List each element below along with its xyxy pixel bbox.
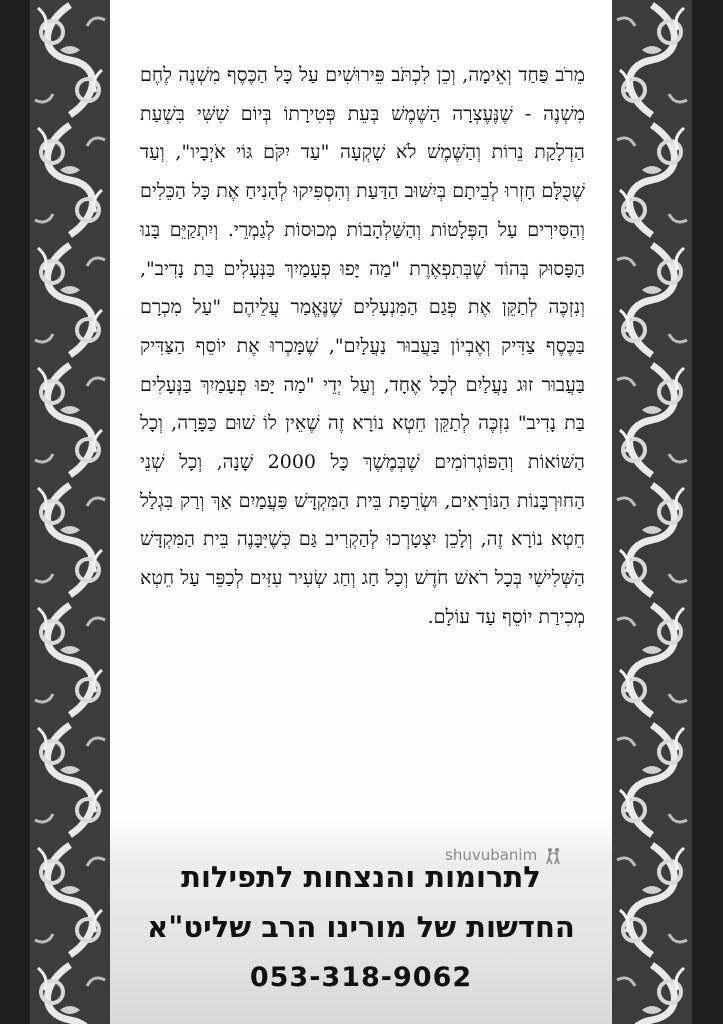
watermark-text: shuvubanim bbox=[445, 846, 538, 864]
body-text-block bbox=[140, 56, 585, 637]
body-paragraph: מֵרֹב פַּחַד וְאֵימָה, וְכֵן לִכְתֹּב פֵּירוּשִׁים עַל כָּל הַכֶּסֶף מִשְׁנֶה לֶחֶם מִשְׁנֶה - שֶׁנֶּעֶצְרָה הַשֶּׁמֶשׁ בְּעֵת פְּטִירָתוֹ בְּיוֹם שִׁשִּׁי בִּשְׁעַת הַדְלָקַת נֵרוֹת וְהַשֶּׁמֶשׁ לֹא שָׁקְעָה "עַד יִקֹּם גּוֹי אֹיְבָיו", וְעַד שֶׁכֻּלָּם חָזְרוּ לְבֵיתָם בְּיִשּׁוּב הַדַּעַת וְהִסְפִּיקוּ לְהָנִיחַ אֶת כָּל הַכֵּלִים וְהַסִּירִים עַל הַפְּלָטוֹת וְהַשַּׁלְהָבוֹת מְכוּסוֹת לְגַמְרֵי. וְיִתְקַיֵּם בָּנוּ הַפָּסוּק בְּהוֹד שֶׁבְּתִפְאֶרֶת "מַה יָּפוּ פְעָמַיִךְ בַּנְּעָלִים בַּת נָדִיב", וְנִזְכֶּה לְתַקֵּן אֶת פְּגַם הַמִּנְעָלִים שֶׁנֶּאֱמַר עֲלֵיהֶם "עַל מִכְרָם בַּכֶּסֶף צַדִּיק וְאֶבְיוֹן בַּעֲבוּר נַעֲלָיִם", שֶׁמָּכְרוּ אֶת יוֹסֵף הַצַּדִּיק בַּעֲבוּר זוּג נַעֲלַיִם לְכָל אֶחָד, וְעַל יְדֵי "מַה יָּפוּ פְעָמַיִךְ בַּנְּעָלִים בַּת נָדִיב" נִזְכֶּה לְתַקֵּן חֵטְא נוֹרָא זֶה שֶׁאֵין לוֹ שׁוּם כַּפָּרָה, וְכָל הַשּׁוֹאוֹת וְהַפּוֹגְרוֹמִים שֶׁבְּמֶשֶׁךְ כָּל 2000 שָׁנָה, וְכָל שְׁנֵי הַחוּרְבָּנוֹת הַנּוֹרָאִים, וּשְׂרֵפַת בֵּית הַמִּקְדָּשׁ פַּעֲמַיִם אַךְ וְרַק בִּגְלַל חֵטְא נוֹרָא זֶה, וְלָכֵן יִצְטָרְכוּ לְהַקְרִיב גַּם כְּשֶׁיִּבָּנֶה בֵּית הַמִּקְדָּשׁ הַשְּׁלִישִׁי בְּכָל רֹאשׁ חֹדֶשׁ וְכָל חַג וְחַג שְׂעִיר עִזִּים לְכַפֵּר עַל חֵטְא מְכִירַת יוֹסֵף עַד עוֹלָם. bbox=[140, 64, 585, 628]
left-ornamental-border bbox=[30, 0, 110, 1024]
donation-footer bbox=[110, 840, 612, 1024]
right-ornamental-border bbox=[612, 0, 692, 1024]
text-panel bbox=[110, 0, 612, 1024]
footer-line-2: החדשות של מורינו הרב שליט"א bbox=[147, 910, 575, 944]
phone-number: 053-318-9062 bbox=[249, 962, 473, 993]
footer-line-1: לתרומות והנצחות לתפילות bbox=[181, 860, 541, 894]
